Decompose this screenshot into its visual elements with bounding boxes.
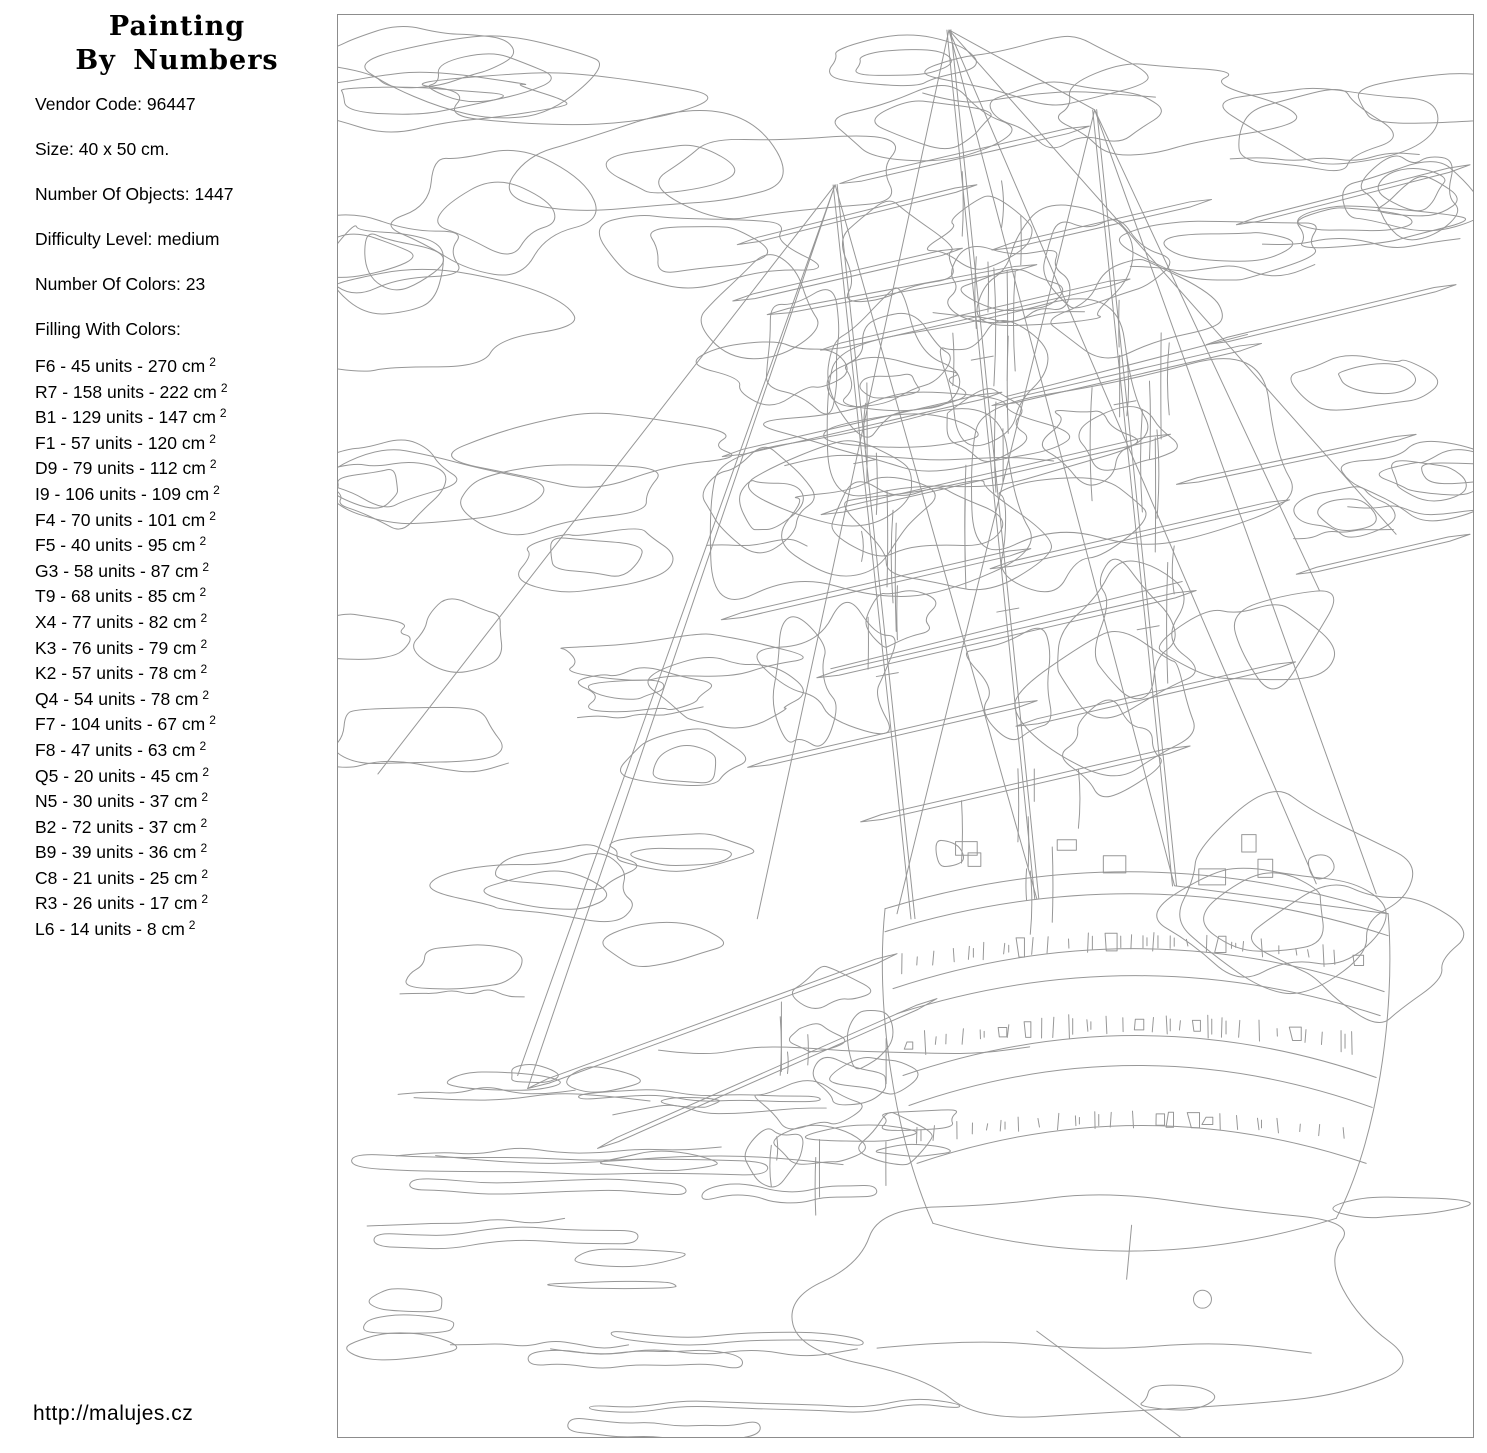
website-url: http://malujes.cz xyxy=(33,1402,194,1425)
color-list-item: B1 - 129 units - 147 cm $^2$ xyxy=(35,406,227,428)
color-list-item: F5 - 40 units - 95 cm $^2$ xyxy=(35,534,207,556)
kit-info xyxy=(35,94,233,364)
painting-line-art xyxy=(338,15,1473,1437)
color-list-item: R3 - 26 units - 17 cm $^2$ xyxy=(35,892,209,914)
color-list-item: B2 - 72 units - 37 cm $^2$ xyxy=(35,815,208,837)
color-list-item: C8 - 21 units - 25 cm $^2$ xyxy=(35,866,209,888)
filling-with-colors-label: Filling With Colors: xyxy=(35,319,181,339)
difficulty-level: Difficulty Level: medium xyxy=(35,229,220,249)
color-list-item: F1 - 57 units - 120 cm $^2$ xyxy=(35,431,216,453)
color-list-item: R7 - 158 units - 222 cm $^2$ xyxy=(35,380,228,402)
number-of-objects: Number Of Objects: 1447 xyxy=(35,184,234,204)
color-list-item: I9 - 106 units - 109 cm $^2$ xyxy=(35,482,220,504)
color-list-item: Q4 - 54 units - 78 cm $^2$ xyxy=(35,687,210,709)
color-list-item: F6 - 45 units - 270 cm $^2$ xyxy=(35,355,216,376)
number-of-colors: Number Of Colors: 23 xyxy=(35,274,206,294)
color-list-item: D9 - 79 units - 112 cm $^2$ xyxy=(35,457,217,479)
color-list-item: F4 - 70 units - 101 cm $^2$ xyxy=(35,508,216,530)
title-line-1: Painting xyxy=(108,11,246,42)
color-list-item: X4 - 77 units - 82 cm $^2$ xyxy=(35,610,208,632)
size: Size: 40 x 50 cm. xyxy=(35,139,170,159)
color-list-item: Q5 - 20 units - 45 cm $^2$ xyxy=(35,764,210,786)
color-list-item: G3 - 58 units - 87 cm $^2$ xyxy=(35,559,210,581)
color-list-item: K3 - 76 units - 79 cm $^2$ xyxy=(35,636,208,658)
page-title xyxy=(55,10,299,78)
painting-canvas xyxy=(337,14,1474,1438)
color-list-item: T9 - 68 units - 85 cm $^2$ xyxy=(35,585,207,607)
color-list-item: L6 - 14 units - 8 cm $^2$ xyxy=(35,918,196,940)
color-list-item: N5 - 30 units - 37 cm $^2$ xyxy=(35,790,209,812)
color-list xyxy=(35,352,228,941)
color-list-item: F7 - 104 units - 67 cm $^2$ xyxy=(35,713,216,735)
color-list-item: B9 - 39 units - 36 cm $^2$ xyxy=(35,841,208,863)
title-line-2: By Numbers xyxy=(75,45,279,76)
vendor-code: Vendor Code: 96447 xyxy=(35,94,196,114)
color-list-item: F8 - 47 units - 63 cm $^2$ xyxy=(35,738,207,760)
color-list-item: K2 - 57 units - 78 cm $^2$ xyxy=(35,662,208,684)
